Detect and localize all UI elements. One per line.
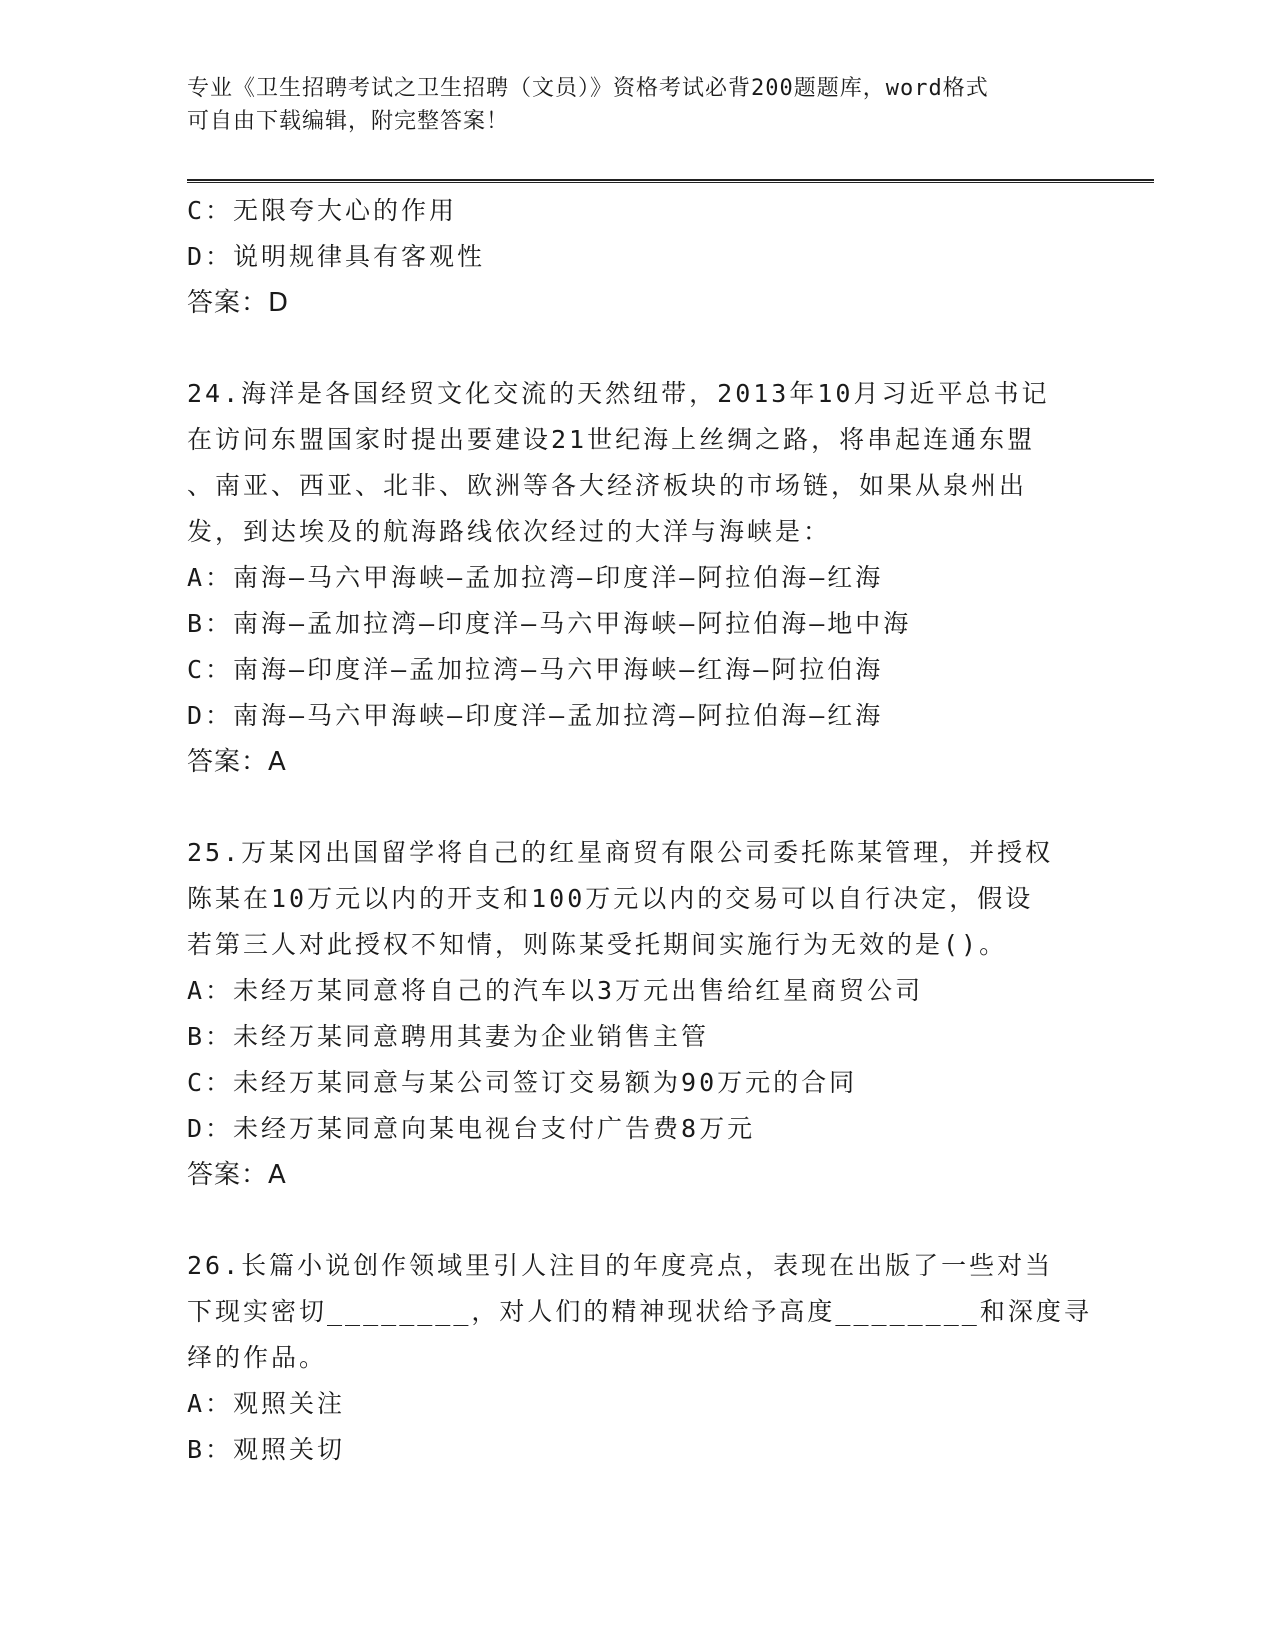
option-c: C：无限夸大心的作用 [187, 196, 458, 225]
spacer [187, 785, 1087, 830]
question-25-block [187, 830, 1087, 1198]
option-a: A：观照关注 [187, 1389, 346, 1418]
question-stem-line: 发，到达埃及的航海路线依次经过的大洋与海峡是： [187, 517, 832, 546]
question-stem-line: 26.长篇小说创作领域里引人注目的年度亮点，表现在出版了一些对当 [187, 1251, 1054, 1280]
question-26-block [187, 1243, 1092, 1473]
option-c: C：未经万某同意与某公司签订交易额为90万元的合同 [187, 1068, 858, 1097]
question-stem-line: 若第三人对此授权不知情，则陈某受托期间实施行为无效的是()。 [187, 930, 1008, 959]
document-header [187, 72, 1087, 138]
header-line-2: 可自由下载编辑，附完整答案！ [187, 109, 510, 134]
option-a: A：南海—马六甲海峡—孟加拉湾—印度洋—阿拉伯海—红海 [187, 563, 884, 592]
option-d: D：说明规律具有客观性 [187, 242, 486, 271]
answer: 答案：D [187, 288, 290, 318]
answer: 答案：A [187, 1160, 287, 1190]
question-stem-line: 25.万某冈出国留学将自己的红星商贸有限公司委托陈某管理，并授权 [187, 838, 1054, 867]
option-b: B：观照关切 [187, 1435, 346, 1464]
spacer [187, 326, 1087, 371]
option-a: A：未经万某同意将自己的汽车以3万元出售给红星商贸公司 [187, 976, 924, 1005]
option-c: C：南海—印度洋—孟加拉湾—马六甲海峡—红海—阿拉伯海 [187, 655, 884, 684]
option-d: D：南海—马六甲海峡—印度洋—孟加拉湾—阿拉伯海—红海 [187, 701, 884, 730]
question-stem-line: 陈某在10万元以内的开支和100万元以内的交易可以自行决定，假设 [187, 884, 1034, 913]
header-divider [187, 179, 1154, 183]
question-stem-line: 、南亚、西亚、北非、欧洲等各大经济板块的市场链，如果从泉州出 [187, 471, 1028, 500]
option-d: D：未经万某同意向某电视台支付广告费8万元 [187, 1114, 756, 1143]
option-b: B：南海—孟加拉湾—印度洋—马六甲海峡—阿拉伯海—地中海 [187, 609, 912, 638]
answer: 答案：A [187, 747, 287, 777]
option-b: B：未经万某同意聘用其妻为企业销售主管 [187, 1022, 710, 1051]
question-stem-line: 在访问东盟国家时提出要建设21世纪海上丝绸之路，将串起连通东盟 [187, 425, 1036, 454]
question-23-block [187, 188, 1087, 326]
question-24-block [187, 371, 1087, 785]
document-body [187, 188, 1092, 1473]
question-stem-line: 24.海洋是各国经贸文化交流的天然纽带，2013年10月习近平总书记 [187, 379, 1050, 408]
header-line-1: 专业《卫生招聘考试之卫生招聘（文员）》资格考试必背200题题库，word格式 [187, 76, 989, 101]
question-stem-line: 绎的作品。 [187, 1343, 328, 1372]
question-stem-line: 下现实密切________，对人们的精神现状给予高度________和深度寻 [187, 1297, 1092, 1326]
spacer [187, 1198, 1087, 1243]
